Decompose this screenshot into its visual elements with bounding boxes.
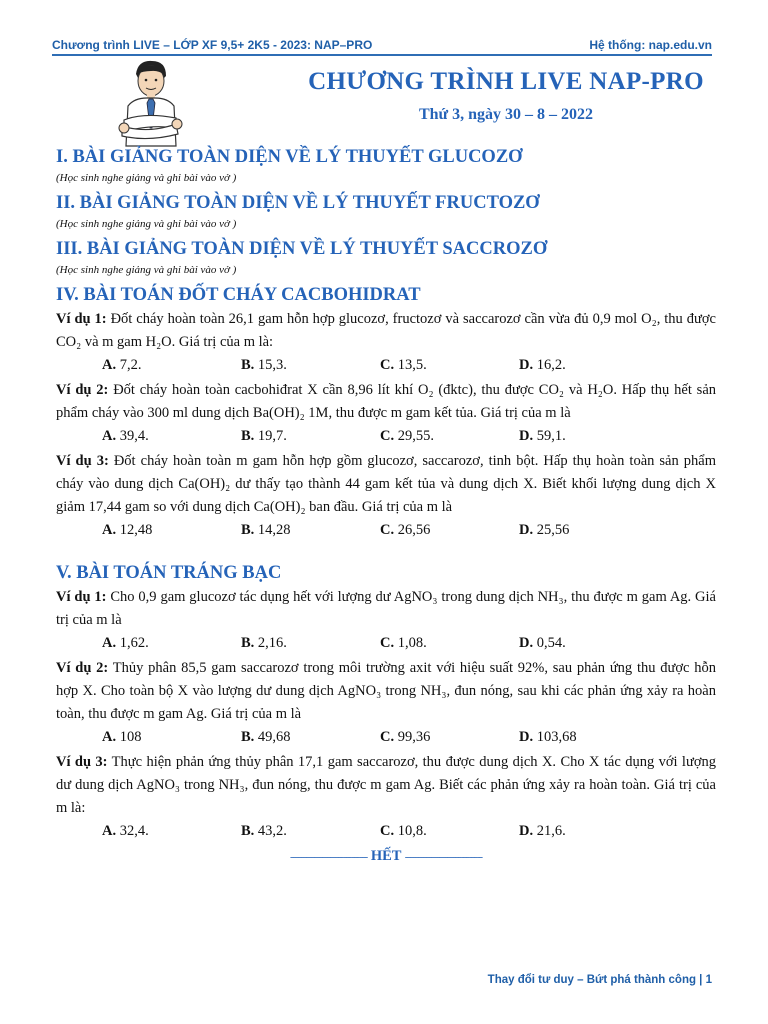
answer-option-d: D. 21,6. [519,823,566,839]
example-question [56,379,716,425]
answer-option-a: A. 32,4. [102,823,149,839]
answer-option-b: B. 15,3. [241,357,287,373]
answer-option-a: A. 12,48 [102,522,153,538]
teacher-mascot-icon [114,56,186,148]
end-text: HẾT [370,848,402,864]
answer-option-b: B. 19,7. [241,428,287,444]
header-website: Hệ thống: nap.edu.vn [589,38,712,52]
answer-options [56,519,716,542]
example-text: Cho 0,9 gam glucozơ tác dụng hết với lượng dư AgNO₃ trong dung dịch NH₃, thu được m gam Ag. Giá trị của m là [56,589,716,628]
example-label: Ví dụ 3: [56,754,108,770]
end-marker [56,845,716,868]
spacer [56,544,716,556]
section-heading: IV. BÀI TOÁN ĐỐT CHÁY CACBOHIDRAT [56,285,421,305]
answer-option-d: D. 0,54. [519,635,566,651]
answer-options [56,425,716,448]
answer-option-d: D. 16,2. [519,357,566,373]
example-label: Ví dụ 1: [56,311,107,327]
section-heading: II. BÀI GIẢNG TOÀN DIỆN VỀ LÝ THUYẾT FRUCTOZƠ [56,193,540,213]
example-label: Ví dụ 1: [56,589,107,605]
section-note: (Học sinh nghe giảng và ghi bài vào vở ) [56,172,237,184]
section-heading: III. BÀI GIẢNG TOÀN DIỆN VỀ LÝ THUYẾT SACCROZƠ [56,239,548,259]
end-dashes-right: ----------------------------- [404,851,483,863]
section-heading: V. BÀI TOÁN TRÁNG BẠC [56,563,282,583]
answer-option-b: B. 43,2. [241,823,287,839]
answer-option-c: C. 1,08. [380,635,427,651]
example-text: Đốt cháy hoàn toàn 26,1 gam hỗn hợp glucozơ, fructozơ và saccarozơ cần vừa đủ 0,9 mol O₂, thu được CO₂ và m gam H₂O. Giá trị của m là: [56,311,716,350]
answer-option-c: C. 10,8. [380,823,427,839]
section-note: (Học sinh nghe giảng và ghi bài vào vở ) [56,264,237,276]
example-question [56,586,716,632]
section-note: (Học sinh nghe giảng và ghi bài vào vở ) [56,218,237,230]
page-header [52,32,712,56]
answer-options [56,726,716,749]
answer-options [56,354,716,377]
answer-option-b: B. 2,16. [241,635,287,651]
answer-option-d: D. 59,1. [519,428,566,444]
answer-options [56,820,716,843]
example-label: Ví dụ 2: [56,660,109,676]
answer-option-d: D. 25,56 [519,522,570,538]
answer-option-a: A. 39,4. [102,428,149,444]
answer-options [56,632,716,655]
answer-option-b: B. 49,68 [241,729,291,745]
section-heading: I. BÀI GIẢNG TOÀN DIỆN VỀ LÝ THUYẾT GLUCOZƠ [56,147,523,167]
header-program: Chương trình LIVE – LỚP XF 9,5+ 2K5 - 2023: NAP–PRO [52,38,373,52]
example-question [56,450,716,519]
example-text: Thực hiện phản ứng thủy phân 17,1 gam saccarozơ, thu được dung dịch X. Cho X tác dụng với lượng dư dung dịch AgNO₃ trong NH₃, đun nóng, thu được m gam Ag. Biết các phản ứng xảy ra hoàn toàn. Giá trị của m là: [56,754,716,816]
answer-option-a: A. 1,62. [102,635,149,651]
answer-option-a: A. 108 [102,729,142,745]
end-dashes-left: ----------------------------- [289,851,368,863]
example-text: Thủy phân 85,5 gam saccarozơ trong môi trường axit với hiệu suất 92%, sau phản ứng thu được hỗn hợp X. Cho toàn bộ X vào lượng dư dung dịch AgNO₃ trong NH₃, đun nóng, sau khi các phản ứng xảy ra hoàn toàn, thu được m gam Ag. Giá trị của m là [56,660,716,722]
example-text: Đốt cháy hoàn toàn cacbohiđrat X cần 8,96 lít khí O₂ (đktc), thu được CO₂ và H₂O. Hấp thụ hết sản phẩm cháy vào 300 ml dung dịch Ba(OH)₂ 1M, thu được m gam kết tủa. Giá trị của m là [56,382,716,421]
example-text: Đốt cháy hoàn toàn m gam hỗn hợp gồm glucozơ, saccarozơ, tinh bột. Hấp thụ hoàn toàn sản phẩm cháy vào dung dịch Ca(OH)₂ dư thấy tạo thành 44 gam kết tủa và dung dịch X. Biết khối lượng dung dịch X giảm 17,44 gam so với dung dịch Ca(OH)₂ ban đầu. Giá trị của m là [56,453,716,515]
page-footer: Thay đổi tư duy – Bứt phá thành công | 1 [487,974,712,986]
page-title: CHƯƠNG TRÌNH LIVE NAP-PRO [308,68,704,95]
answer-option-a: A. 7,2. [102,357,142,373]
answer-option-d: D. 103,68 [519,729,577,745]
example-question [56,308,716,354]
answer-option-b: B. 14,28 [241,522,291,538]
example-question [56,751,716,820]
lesson-date: Thứ 3, ngày 30 – 8 – 2022 [418,106,594,123]
example-question [56,657,716,726]
lesson-content [56,140,716,868]
example-label: Ví dụ 3: [56,453,109,469]
example-label: Ví dụ 2: [56,382,109,398]
answer-option-c: C. 29,55. [380,428,434,444]
answer-option-c: C. 13,5. [380,357,427,373]
answer-option-c: C. 26,56 [380,522,431,538]
answer-option-c: C. 99,36 [380,729,431,745]
